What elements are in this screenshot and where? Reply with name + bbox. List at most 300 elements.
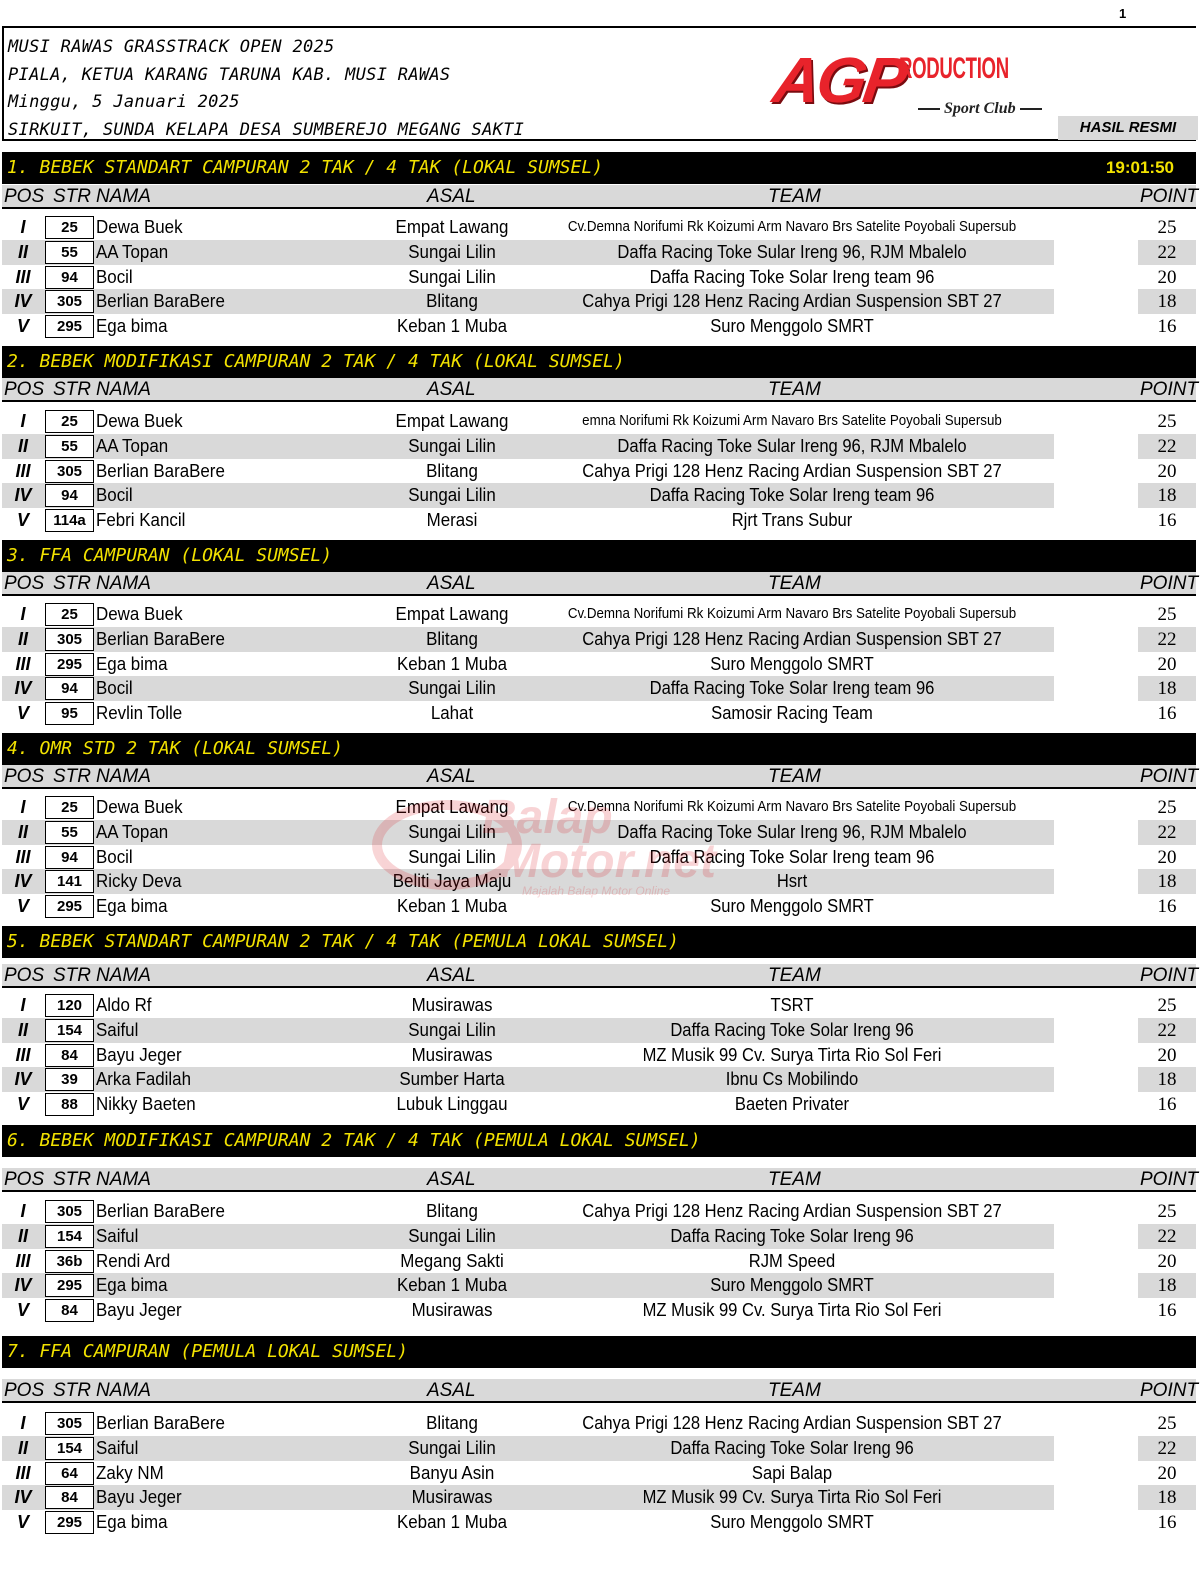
cell-pos: I [20,604,26,624]
cell-nama: Ega bima [96,1512,168,1533]
cell-team: Cahya Prigi 128 Henz Racing Ardian Suspension SBT 27 [582,460,1002,481]
cell-pos: IV [14,485,32,506]
cell-asal: Sungai Lilin [408,241,496,262]
event-header [2,26,1196,141]
cell-pos: I [20,1413,26,1433]
result-row [2,894,1196,919]
cell-str: 39 [45,1068,94,1091]
cell-pos: I [20,217,26,237]
result-row [2,869,1196,894]
cell-str: 36b [45,1250,94,1273]
cell-str: 84 [45,1044,94,1067]
cell-point: 20 [1157,266,1177,288]
cell-str: 84 [45,1486,94,1509]
cell-pos: II [17,628,28,649]
result-row [2,1092,1196,1117]
cell-team: Baeten Privater [734,1094,850,1115]
cell-str: 305 [45,460,94,483]
cell-team: RJM Speed [748,1250,836,1271]
cell-pos: V [16,896,29,917]
cell-team: Cv.Demna Norifumi Rk Koizumi Arm Navaro Brs Satelite Poyobali Supersub [567,799,1017,815]
cell-pos: III [15,266,31,287]
cell-point: 20 [1157,653,1177,675]
result-row [2,676,1196,701]
cell-point: 18 [1157,1275,1177,1297]
column-header-str: STR [53,1169,91,1190]
cell-asal: Musirawas [411,995,493,1015]
cell-str: 295 [45,895,94,918]
result-row [2,1018,1196,1043]
result-row [2,845,1196,870]
cell-pos: IV [14,871,32,892]
cell-team: Suro Menggolo SMRT [710,1512,874,1533]
cell-asal: Empat Lawang [395,604,509,624]
cell-team: Daffa Racing Toke Sular Ireng 96, RJM Mbalelo [617,435,967,456]
cell-team: Daffa Racing Toke Solar Ireng team 96 [649,846,935,867]
cell-nama: Dewa Buek [96,797,183,817]
cell-team: Suro Menggolo SMRT [710,653,874,674]
cell-asal: Musirawas [411,1044,493,1065]
cell-team: Cahya Prigi 128 Henz Racing Ardian Suspension SBT 27 [582,1201,1002,1221]
cell-point: 25 [1157,797,1177,818]
cell-point: 22 [1157,1225,1177,1247]
column-header-nama: NAMA [96,573,151,594]
result-row [2,1249,1196,1274]
cell-str: 88 [45,1093,94,1116]
cell-nama: Bocil [96,266,133,287]
cell-pos: V [16,1300,29,1321]
cell-point: 20 [1157,1462,1177,1484]
cell-nama: Ega bima [96,896,168,917]
cell-nama: Dewa Buek [96,217,183,237]
cell-point: 22 [1157,821,1177,843]
cell-str: 114a [45,509,94,532]
race-title [2,540,1196,572]
cell-team: Daffa Racing Toke Solar Ireng team 96 [649,266,935,287]
cell-asal: Lahat [430,703,474,724]
official-result-label: HASIL RESMI [1058,116,1198,140]
race-title-text: 7. FFA CAMPURAN (PEMULA LOKAL SUMSEL) [7,1341,408,1362]
cell-point: 18 [1157,871,1177,893]
cell-team: Suro Menggolo SMRT [710,1275,874,1296]
cell-str: 25 [45,410,94,433]
column-header-pos: POS [4,766,45,787]
cell-str: 64 [45,1462,94,1485]
column-header [2,964,1199,988]
column-header-nama: NAMA [96,379,151,400]
cell-nama: Rendi Ard [96,1250,171,1271]
column-header-asal: ASAL [427,1380,476,1401]
cell-str: 305 [45,290,94,313]
cell-nama: Berlian BaraBere [96,1413,225,1433]
cell-pos: V [16,1094,29,1115]
cell-nama: Berlian BaraBere [96,628,225,649]
cell-pos: III [15,1044,31,1065]
cell-team: Cv.Demna Norifumi Rk Koizumi Arm Navaro Brs Satelite Poyobali Supersub [567,606,1017,622]
cell-point: 16 [1157,510,1177,532]
cell-point: 16 [1157,1512,1177,1534]
cell-nama: Aldo Rf [96,995,152,1015]
column-header-pos: POS [4,379,45,400]
cell-str: 295 [45,653,94,676]
cell-nama: Bayu Jeger [96,1044,182,1065]
result-row [2,795,1196,820]
result-row [2,215,1196,240]
result-row [2,652,1196,677]
cell-team: Suro Menggolo SMRT [710,316,874,337]
cell-point: 22 [1157,1437,1177,1459]
result-row [2,701,1196,726]
cell-str: 25 [45,796,94,819]
column-header-asal: ASAL [427,186,476,207]
cell-pos: III [15,846,31,867]
cell-nama: Febri Kancil [96,510,186,531]
cell-point: 20 [1157,1250,1177,1272]
cell-pos: V [16,1512,29,1533]
cell-team: Daffa Racing Toke Sular Ireng 96, RJM Mbalelo [617,241,967,262]
race-title [2,733,1196,765]
cell-pos: II [17,435,28,456]
logo-sport-club-text: Sport Club [914,100,1046,118]
cell-asal: Sungai Lilin [408,266,496,287]
column-header-asal: ASAL [427,965,476,986]
cell-pos: II [17,821,28,842]
logo-roduction-text: RODUCTION [899,52,1009,85]
cell-nama: Saiful [96,1225,139,1246]
cell-point: 16 [1157,1300,1177,1322]
column-header-pos: POS [4,1169,45,1190]
race-title [2,926,1196,958]
cell-str: 154 [45,1225,94,1248]
cell-asal: Sungai Lilin [408,435,496,456]
cell-point: 25 [1157,217,1177,238]
cell-asal: Blitang [426,1201,478,1221]
result-row [2,1461,1196,1486]
cell-str: 84 [45,1299,94,1322]
cell-str: 55 [45,435,94,458]
column-header-team: TEAM [768,379,821,400]
race-title-text: 5. BEBEK STANDART CAMPURAN 2 TAK / 4 TAK (PEMULA LOKAL SUMSEL) [7,931,679,952]
cell-nama: Bayu Jeger [96,1300,182,1321]
cell-team: Daffa Racing Toke Sular Ireng 96, RJM Mbalelo [617,821,967,842]
result-row [2,1510,1196,1535]
column-header-point: POINT [1140,1169,1199,1190]
result-row [2,1411,1196,1436]
cell-team: MZ Musik 99 Cv. Surya Tirta Rio Sol Feri [642,1487,942,1508]
cell-point: 22 [1157,241,1177,263]
cell-point: 18 [1157,485,1177,507]
cell-team: Daffa Racing Toke Solar Ireng 96 [670,1437,914,1458]
race-title [2,346,1196,378]
cell-str: 295 [45,315,94,338]
column-header [2,765,1199,789]
cell-pos: I [20,995,26,1015]
cell-asal: Merasi [426,510,478,531]
result-row [2,820,1196,845]
cell-pos: IV [14,678,32,699]
cell-nama: Arka Fadilah [96,1069,191,1090]
column-header-point: POINT [1140,186,1199,207]
cell-asal: Empat Lawang [395,217,509,237]
event-info [8,34,524,144]
column-header-team: TEAM [768,573,821,594]
column-header-pos: POS [4,573,45,594]
cell-asal: Keban 1 Muba [396,1512,508,1533]
column-header-team: TEAM [768,1380,821,1401]
cell-str: 94 [45,677,94,700]
result-row [2,1224,1196,1249]
cell-point: 20 [1157,1044,1177,1066]
result-row [2,627,1196,652]
event-name: MUSI RAWAS GRASSTRACK OPEN 2025 [8,37,335,57]
cell-asal: Empat Lawang [395,411,509,431]
result-row [2,240,1196,265]
cell-team: Sapi Balap [751,1462,833,1483]
column-header-str: STR [53,186,91,207]
column-header [2,185,1199,209]
cell-point: 25 [1157,1201,1177,1222]
column-header-str: STR [53,379,91,400]
cell-pos: III [15,460,31,481]
event-trophy: PIALA, KETUA KARANG TARUNA KAB. MUSI RAWAS [8,64,451,85]
cell-point: 22 [1157,628,1177,650]
cell-team: Cahya Prigi 128 Henz Racing Ardian Suspension SBT 27 [582,291,1002,312]
cell-asal: Keban 1 Muba [396,896,508,917]
cell-team: Samosir Racing Team [711,703,873,724]
cell-asal: Musirawas [411,1300,493,1321]
agp-production-logo [768,44,1024,118]
cell-nama: Ega bima [96,316,168,337]
cell-point: 18 [1157,1069,1177,1091]
cell-str: 141 [45,870,94,893]
cell-point: 25 [1157,411,1177,432]
column-header-nama: NAMA [96,766,151,787]
cell-pos: V [16,316,29,337]
cell-pos: V [16,510,29,531]
cell-nama: Bocil [96,678,133,699]
cell-point: 22 [1157,435,1177,457]
cell-nama: Nikky Baeten [96,1094,196,1115]
cell-asal: Keban 1 Muba [396,1275,508,1296]
cell-point: 16 [1157,1094,1177,1116]
cell-point: 18 [1157,678,1177,700]
result-row [2,508,1196,533]
cell-str: 154 [45,1019,94,1042]
column-header-team: TEAM [768,1169,821,1190]
cell-nama: Bocil [96,485,133,506]
cell-nama: Ega bima [96,653,168,674]
cell-pos: I [20,797,26,817]
column-header-point: POINT [1140,573,1199,594]
cell-team: Cv.Demna Norifumi Rk Koizumi Arm Navaro Brs Satelite Poyobali Supersub [567,219,1017,235]
cell-nama: Berlian BaraBere [96,460,225,481]
cell-str: 55 [45,241,94,264]
cell-point: 16 [1157,316,1177,338]
column-header-str: STR [53,965,91,986]
result-row [2,289,1196,314]
cell-point: 25 [1157,1413,1177,1434]
column-header [2,572,1199,596]
cell-nama: Dewa Buek [96,604,183,624]
cell-str: 94 [45,484,94,507]
cell-str: 95 [45,702,94,725]
cell-team: Rjrt Trans Subur [731,510,853,531]
result-row [2,1273,1196,1298]
column-header-str: STR [53,573,91,594]
cell-pos: V [16,703,29,724]
cell-team: Cahya Prigi 128 Henz Racing Ardian Suspension SBT 27 [582,628,1002,649]
race-time: 19:01:50 [1105,158,1174,177]
cell-asal: Keban 1 Muba [396,653,508,674]
column-header [2,1168,1199,1192]
column-header-point: POINT [1140,379,1199,400]
cell-asal: Sumber Harta [399,1069,505,1090]
cell-asal: Megang Sakti [400,1250,504,1271]
result-row [2,1485,1196,1510]
cell-nama: Saiful [96,1437,139,1458]
cell-asal: Keban 1 Muba [396,316,508,337]
cell-asal: Beliti Jaya Maju [392,871,512,892]
column-header-nama: NAMA [96,965,151,986]
cell-asal: Blitang [426,460,478,481]
cell-str: 25 [45,216,94,239]
cell-team: Daffa Racing Toke Solar Ireng 96 [670,1225,914,1246]
cell-pos: IV [14,1275,32,1296]
result-row [2,1298,1196,1323]
cell-team: Daffa Racing Toke Solar Ireng 96 [670,1019,914,1040]
cell-pos: I [20,411,26,431]
cell-asal: Empat Lawang [395,797,509,817]
cell-str: 154 [45,1437,94,1460]
cell-pos: III [15,653,31,674]
cell-nama: Ega bima [96,1275,168,1296]
cell-point: 20 [1157,846,1177,868]
result-row [2,483,1196,508]
race-title [2,1336,1196,1368]
column-header-nama: NAMA [96,186,151,207]
cell-nama: AA Topan [96,821,169,842]
cell-team: Cahya Prigi 128 Henz Racing Ardian Suspension SBT 27 [582,1413,1002,1433]
result-row [2,1067,1196,1092]
race-title-text: 1. BEBEK STANDART CAMPURAN 2 TAK / 4 TAK (LOKAL SUMSEL) [7,157,604,178]
cell-nama: AA Topan [96,241,169,262]
cell-pos: II [17,1437,28,1458]
column-header-point: POINT [1140,1380,1199,1401]
race-title [2,1125,1196,1157]
cell-team: MZ Musik 99 Cv. Surya Tirta Rio Sol Feri [642,1044,942,1065]
cell-asal: Blitang [426,1413,478,1433]
result-row [2,265,1196,290]
cell-nama: Berlian BaraBere [96,1201,225,1221]
cell-pos: IV [14,291,32,312]
cell-asal: Sungai Lilin [408,1437,496,1458]
logo-agp-text: AGP [768,44,909,116]
cell-asal: Lubuk Linggau [396,1094,508,1115]
cell-point: 22 [1157,1019,1177,1041]
column-header-asal: ASAL [427,379,476,400]
cell-point: 18 [1157,291,1177,313]
column-header-asal: ASAL [427,573,476,594]
result-row [2,1436,1196,1461]
column-header-nama: NAMA [96,1169,151,1190]
cell-team: TSRT [770,995,814,1015]
cell-pos: IV [14,1069,32,1090]
cell-nama: Berlian BaraBere [96,291,225,312]
race-title-text: 2. BEBEK MODIFIKASI CAMPURAN 2 TAK / 4 TAK (LOKAL SUMSEL) [7,351,625,372]
column-header-team: TEAM [768,766,821,787]
cell-asal: Sungai Lilin [408,678,496,699]
cell-nama: AA Topan [96,435,169,456]
result-row [2,1043,1196,1068]
cell-asal: Blitang [426,291,478,312]
cell-nama: Revlin Tolle [96,703,183,724]
cell-team: Daffa Racing Toke Solar Ireng team 96 [649,678,935,699]
cell-str: 25 [45,603,94,626]
cell-team: Daffa Racing Toke Solar Ireng team 96 [649,485,935,506]
cell-team: Suro Menggolo SMRT [710,896,874,917]
column-header-team: TEAM [768,965,821,986]
cell-point: 20 [1157,460,1177,482]
cell-pos: IV [14,1487,32,1508]
column-header-asal: ASAL [427,1169,476,1190]
race-title-text: 3. FFA CAMPURAN (LOKAL SUMSEL) [7,545,333,566]
column-header-team: TEAM [768,186,821,207]
column-header-point: POINT [1140,766,1199,787]
cell-nama: Dewa Buek [96,411,183,431]
result-row [2,459,1196,484]
cell-pos: III [15,1250,31,1271]
cell-point: 16 [1157,896,1177,918]
result-row [2,434,1196,459]
cell-asal: Sungai Lilin [408,1225,496,1246]
cell-nama: Bayu Jeger [96,1487,182,1508]
cell-str: 305 [45,628,94,651]
column-header-asal: ASAL [427,766,476,787]
result-row [2,993,1196,1018]
column-header-str: STR [53,1380,91,1401]
cell-str: 94 [45,846,94,869]
cell-str: 120 [45,994,94,1017]
race-title-text: 4. OMR STD 2 TAK (LOKAL SUMSEL) [7,738,343,759]
cell-pos: I [20,1201,26,1221]
cell-asal: Sungai Lilin [408,485,496,506]
cell-asal: Sungai Lilin [408,821,496,842]
watermark-line2: Motor.net [500,835,716,888]
cell-asal: Sungai Lilin [408,1019,496,1040]
cell-asal: Blitang [426,628,478,649]
event-date: Minggu, 5 Januari 2025 [8,92,240,112]
cell-team: Hsrt [776,871,808,892]
cell-str: 305 [45,1200,94,1223]
cell-str: 94 [45,266,94,289]
cell-point: 16 [1157,703,1177,725]
cell-team: emna Norifumi Rk Koizumi Arm Navaro Brs Satelite Poyobali Supersub [582,413,1002,429]
column-header-point: POINT [1140,965,1199,986]
cell-asal: Banyu Asin [409,1462,495,1483]
column-header-str: STR [53,766,91,787]
cell-pos: II [17,241,28,262]
result-row [2,1199,1196,1224]
result-row [2,409,1196,434]
result-row [2,602,1196,627]
column-header-pos: POS [4,1380,45,1401]
cell-asal: Sungai Lilin [408,846,496,867]
cell-str: 295 [45,1274,94,1297]
cell-nama: Saiful [96,1019,139,1040]
cell-team: Ibnu Cs Mobilindo [725,1069,859,1090]
column-header-nama: NAMA [96,1380,151,1401]
cell-nama: Zaky NM [96,1462,164,1483]
